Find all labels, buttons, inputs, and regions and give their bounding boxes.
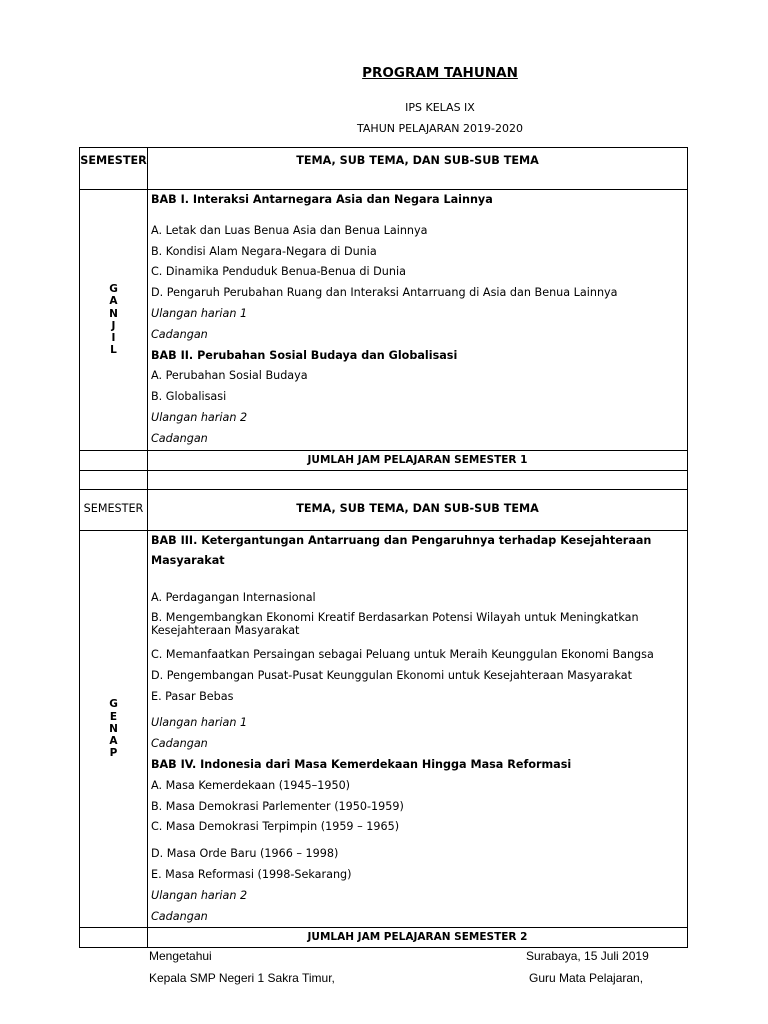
semester-2-topics	[148, 530, 688, 928]
semester-1-topics	[148, 190, 688, 451]
semester-1-total: JUMLAH JAM PELAJARAN SEMESTER 1	[148, 450, 688, 470]
document-subtitle: IPS KELAS IX	[405, 101, 475, 114]
semester-letter: G	[109, 283, 118, 296]
semester-2-total: JUMLAH JAM PELAJARAN SEMESTER 2	[148, 928, 688, 948]
semester-letter: L	[110, 344, 117, 357]
footer-acknowledged: Mengetahui	[149, 949, 212, 963]
assessment-item: Ulangan harian 2	[151, 410, 248, 424]
topic-item: D. Pengaruh Perubahan Ruang dan Interaksi Antarruang di Asia dan Benua Lainnya	[151, 286, 618, 300]
topic-item: A. Perdagangan Internasional	[151, 591, 316, 605]
semester-label-ganjil	[80, 190, 148, 451]
chapter-heading: BAB II. Perubahan Sosial Budaya dan Globalisasi	[151, 348, 458, 362]
topic-item: A. Letak dan Luas Benua Asia dan Benua Lainnya	[151, 223, 428, 237]
table-header-row	[80, 148, 688, 190]
topic-item: D. Pengembangan Pusat-Pusat Keunggulan Ekonomi untuk Kesejahteraan Masyarakat	[151, 668, 632, 682]
footer-teacher: Guru Mata Pelajaran,	[529, 971, 644, 985]
column-header-semester: SEMESTER	[80, 489, 148, 530]
footer-principal: Kepala SMP Negeri 1 Sakra Timur,	[149, 971, 335, 985]
topic-item: B. Kondisi Alam Negara-Negara di Dunia	[151, 244, 377, 258]
topic-item: B. Masa Demokrasi Parlementer (1950-1959)	[151, 799, 404, 813]
empty-cell	[148, 470, 688, 489]
semester-letter: A	[109, 295, 118, 308]
semester-letter: P	[109, 747, 118, 760]
topic-item: B. Mengembangkan Ekonomi Kreatif Berdasarkan Potensi Wilayah untuk Meningkatkan Kesejahteraan Masyarakat	[151, 610, 639, 637]
document-title: PROGRAM TAHUNAN	[362, 65, 518, 81]
semester-2-row	[80, 530, 688, 928]
semester-letter: I	[111, 331, 116, 344]
semester-letter: A	[109, 735, 118, 748]
topic-item: C. Dinamika Penduduk Benua-Benua di Dunia	[151, 265, 406, 279]
topic-item: C. Masa Demokrasi Terpimpin (1959 – 1965)	[151, 820, 400, 834]
semester-letter: N	[109, 307, 118, 320]
chapter-heading: BAB III. Ketergantungan Antarruang dan Pengaruhnya terhadap Kesejahteraan Masyarakat	[151, 533, 652, 568]
chapter-heading: BAB IV. Indonesia dari Masa Kemerdekaan Hingga Masa Reformasi	[151, 757, 572, 771]
assessment-item: Ulangan harian 1	[151, 306, 248, 320]
empty-cell	[80, 470, 148, 489]
academic-year: TAHUN PELAJARAN 2019-2020	[357, 122, 523, 135]
semester-label-genap	[80, 530, 148, 928]
semester-1-row	[80, 190, 688, 451]
semester-1-total-row	[80, 450, 688, 470]
topic-item: A. Perubahan Sosial Budaya	[151, 369, 308, 383]
footer-place-date: Surabaya, 15 Juli 2019	[526, 949, 649, 963]
semester-letter: N	[109, 722, 118, 735]
spacer-row	[80, 470, 688, 489]
assessment-item: Ulangan harian 1	[151, 716, 248, 730]
semester-letter: E	[109, 710, 118, 723]
topic-item: A. Masa Kemerdekaan (1945–1950)	[151, 778, 351, 792]
reserve-item: Cadangan	[151, 327, 208, 341]
topic-item: D. Masa Orde Baru (1966 – 1998)	[151, 847, 339, 861]
reserve-item: Cadangan	[151, 431, 208, 445]
reserve-item: Cadangan	[151, 909, 208, 923]
annual-program-table	[79, 147, 688, 948]
semester-letter: J	[111, 319, 116, 332]
empty-cell	[80, 450, 148, 470]
chapter-heading: BAB I. Interaksi Antarnegara Asia dan Negara Lainnya	[151, 193, 493, 206]
assessment-item: Ulangan harian 2	[151, 888, 248, 902]
reserve-item: Cadangan	[151, 737, 208, 751]
empty-cell	[80, 928, 148, 948]
column-header-semester: SEMESTER	[80, 148, 148, 190]
topic-item: E. Masa Reformasi (1998-Sekarang)	[151, 867, 352, 881]
table-header-row	[80, 489, 688, 530]
topic-item: C. Memanfaatkan Persaingan sebagai Peluang untuk Meraih Keunggulan Ekonomi Bangsa	[151, 647, 654, 661]
topic-item: E. Pasar Bebas	[151, 689, 234, 703]
column-header-theme: TEMA, SUB TEMA, DAN SUB-SUB TEMA	[148, 148, 688, 190]
topic-item: B. Globalisasi	[151, 390, 227, 404]
semester-letter: G	[109, 698, 118, 711]
column-header-theme: TEMA, SUB TEMA, DAN SUB-SUB TEMA	[148, 489, 688, 530]
semester-2-total-row	[80, 928, 688, 948]
